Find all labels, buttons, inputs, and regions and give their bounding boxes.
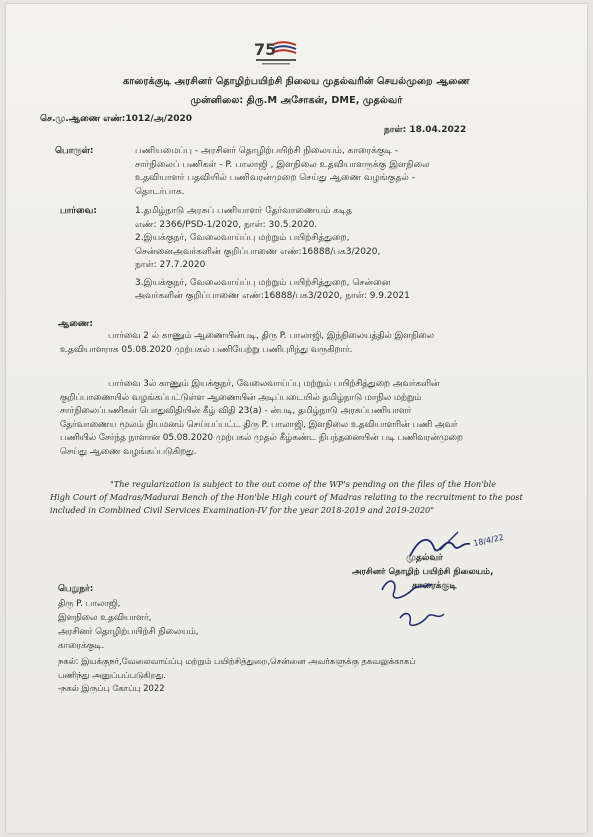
recipient-label: பெறுநர்: (58, 584, 94, 594)
copy-to: நகல்: இயக்குநர்,வேலைவாய்ப்பு மற்றும் பயிற்சித்துறை,சென்னை அவர்களுக்கு தகவலுக்காகப் பணிந்து அனுப்பப்படுகிறது. -நகல் இருப்பு கோப்பு 2022 (58, 656, 416, 693)
order-label: ஆணை: (58, 319, 93, 329)
subject-label: பொருள்: (55, 146, 94, 156)
signatory-title: முதல்வர் (406, 553, 443, 563)
skill-india-logo-icon (252, 38, 300, 68)
signatory-institution: அரசினர் தொழிற் பயிற்சி நிலையம், (352, 567, 494, 577)
reference-item: 3.இயக்குநர், வேலைவாய்ப்பு மற்றும் பயிற்சித்துறை, சென்னை அவர்களின் குறிப்பாணை எண்:16888/பக3/2020, நாள்: 9.9.2021 (135, 277, 410, 301)
reference-label: பார்வை: (60, 206, 97, 216)
header-title: காரைக்குடி அரசினர் தொழிற்பயிற்சி நிலைய முதல்வரின் செயல்முறை ஆணை (123, 76, 470, 87)
order-number: செ.மு.ஆணை எண்:1012/அ/2020 (40, 114, 193, 124)
subject-line: உதவியாளர் பதவியில் பணிவரன்முறை செய்து ஆணை வழங்குதல் - (135, 173, 416, 183)
regularization-condition: "The regularization is subject to the out come of the WP's pending on the files of the Hon'ble High Court of Madras/Madurai Bench of the Hon'ble High court of Madras relating to the recruitment to the post included in Combined Civil Services Examination-IV for the year 2018-2019 and 2019-2020" (50, 479, 523, 515)
header-presence: முன்னிலை: திரு.M அசோகன், DME, முதல்வர் (190, 95, 403, 106)
signatory-place: காரைக்குடி (412, 581, 457, 591)
reference-item: 1.தமிழ்நாடு அரசுப் பணியாளர் தேர்வாணையம் கடித எண்: 2366/PSD-1/2020, நாள்: 30.5.2020. (135, 206, 353, 230)
subject-line: தொடர்பாக. (135, 186, 185, 197)
handwritten-date: 18/4/22 (472, 532, 505, 548)
subject-text (135, 145, 535, 199)
subject-line: பணியமைப்பு - அரசினர் தொழிற்பயிற்சி நிலையம், காரைக்குடி - (135, 146, 399, 156)
order-paragraph-2: பார்வை 3ல் காணும் இயக்குநர், வேலைவாய்ப்பு மற்றும் பயிற்சித்துறை அவர்களின் குறிப்பாணையில் வழங்கப்பட்டுள்ள ஆணையின் அடிப்படையில் தமிழ்நாடு மாநில மற்றும் சார்நிலைப்பணிகள் பொதுவிதியின் கீழ் விதி 23(a) - ன்படி, தமிழ்நாடு அரசுப்பணியாளர் தேர்வாணைய மூலம் நியமனம் செய்யப்பட்ட திரு P. பாலாஜி, இளநிலை உதவியாளரின் பணி அவர் பணியில் சேர்ந்த நாளான 05.08.2020 முற்பகல் முதல் கீழ்கண்ட நிபந்தனையின் படி பணிவரன்முறை செய்து ஆணை வழங்கப்படுகிறது. (60, 379, 463, 457)
svg-text:75: 75 (254, 40, 277, 59)
subject-line: சார்நிலைப் பணிகள் - P. பாலாஜி , இளநிலை உதவியாளருக்கு இளநிலை (135, 159, 430, 170)
order-paragraph-1: பார்வை 2 ல் காணும் ஆணையின்படி, திரு P. பாலாஜி, இந்நிலையத்தில் இளநிலை உதவியாளராக 05.08.2020 முற்பகல் பணியேற்று பணிபுரிந்து வருகிறார். (60, 331, 434, 355)
recipient-address: திரு P. பாலாஜி, இளநிலை உதவியாளர், அரசினர் தொழிற்பயிற்சி நிலையம், காரைக்குடி. (58, 599, 199, 651)
reference-item: 2.இயக்குநர், வேலைவாய்ப்பு மற்றும் பயிற்சித்துறை, சென்னைஅவர்களின் குறிப்பாணை எண்:16888/பக3/2020, நாள்: 27.7.2020 (135, 233, 381, 270)
order-date: நாள்: 18.04.2022 (384, 125, 467, 135)
attestation-signature-icon (370, 570, 460, 640)
reference-list (135, 205, 535, 304)
